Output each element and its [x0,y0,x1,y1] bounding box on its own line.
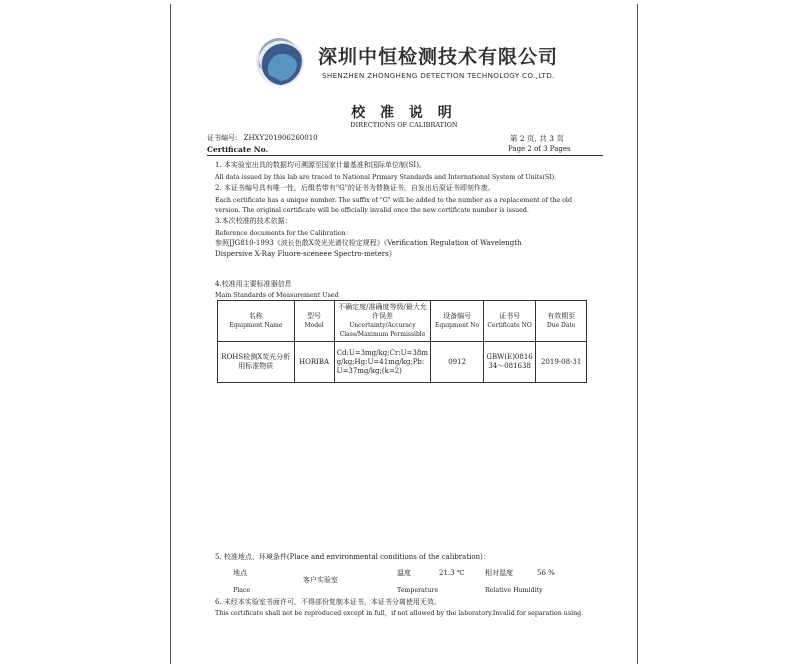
header-equipment-name: 名称 Equipment Name [218,301,295,342]
cell-due-date: 2019-08-31 [536,342,587,383]
note-6-en: This certificate shall not be reproduced except in full，if not allowed by the laboratory.Invalid for separation using. [215,610,584,617]
header-due-date: 有效期至 Due Date [536,301,587,342]
cell-equipment-name: ROHS检测X荧光分析用标准物质 [218,342,295,383]
humidity-label-en: Relative Humidity [485,587,543,594]
header-certificate-no: 证书号 Certificate NO [483,301,535,342]
header-divider [207,155,603,156]
cell-uncertainty: Cd:U=3mg/kg;Cr:U=38mg/kg;Hg:U=41mg/kg;Pb:U=37mg/kg;(k=2) [334,342,431,383]
note-2-en-2: version. The original certificate will be officially invalid once the new certificate number is issued. [215,207,529,214]
humidity-value: 56 % [537,569,555,577]
header-equipment-no: 设备编号 Equipment No [431,301,484,342]
certificate-page [170,4,638,664]
table-row [218,342,587,383]
table-header-row [218,301,587,342]
note-1-cn: 1. 本实验室出具的数据均可溯源至国家计量基准和国际单位制(SI)。 [215,161,426,169]
place-label-en: Place [233,587,251,594]
document-title-cn: 校 准 说 明 [351,105,457,121]
company-name-cn: 深圳中恒检测技术有限公司 [318,46,559,68]
note-2-en-1: Each certificate has a unique number. The suffix of "G" will be added to the number as a replacement of the old [215,197,572,204]
company-name-en: SHENZHEN ZHONGHENG DETECTION TECHNOLOGY CO.,LTD. [322,71,555,80]
document-title-en: DIRECTIONS OF CALIBRATION [350,121,458,129]
note-4-en: Main Standards of Measurement Used [215,292,339,299]
company-logo-icon [255,37,305,87]
note-3-en: Reference documents for the Calibration： [215,230,353,237]
cell-certificate-no: GBW(E)081634～081638 [483,342,535,383]
note-4-cn: 4.校准用主要标准器信息 [215,280,292,288]
header-model: 型号 Model [294,301,334,342]
note-3-reference-2: Dispersive X-Ray Fluore-sceneee Spectro-meters》 [215,250,396,258]
note-6-cn: 6. 未经本实验室书面许可，不得部份复制本证书，本证书分离使用无效。 [215,598,441,606]
certificate-number-line [207,134,318,143]
header-uncertainty: 不确定度/准确度等级/最大允许误差 Uncertainty/Accuracy Class/Maximum Permissible [334,301,431,342]
cell-equipment-no: 0912 [431,342,484,383]
certificate-number-label: 证书编号: [207,134,238,142]
cell-model: HORIBA [294,342,334,383]
certificate-number-value: ZHXY201906260010 [243,134,318,142]
note-5: 5. 校准地点、环境条件(Place and environmental conditions of the calibration)： [215,553,490,561]
place-label-cn: 地点 [233,569,247,577]
page-number-cn: 第 2 页, 共 3 页 [510,134,564,143]
note-3-cn: 3.本次校准的技术依据： [215,217,292,225]
note-2-cn: 2. 本证书编号具有唯一性，后缀若带有"G"的证书为替换证书，自发出后原证书即刻作废。 [215,184,495,192]
temperature-label-cn: 温度 [397,569,411,577]
temperature-value: 21.3 ℃ [439,569,465,577]
place-value: 客户实验室 [303,576,338,584]
note-1-en: All data issued by this lab are traced to National Primary Standards and International System of Units(SI). [215,174,557,181]
standards-table [217,300,587,383]
note-3-reference-1: 参照JJG810-1993《波长色散X荧光光谱仪检定规程》《Verification Regulation of Wavelength [215,239,522,247]
page-number-en: Page 2 of 3 Pages [508,145,571,153]
certificate-number-label-en: Certificate No. [207,145,269,154]
humidity-label-cn: 相对湿度 [485,569,513,577]
temperature-label-en: Temperature [397,587,439,594]
